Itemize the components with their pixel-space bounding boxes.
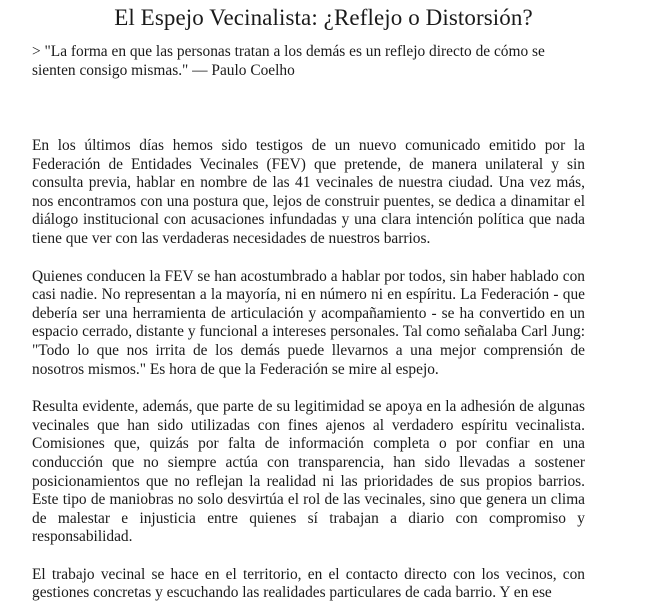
- paragraph-4: El trabajo vecinal se hace en el territorio, en el contacto directo con los vecinos, con gestiones concretas y escuchando las realidades particulares de cada barrio. Y en ese: [32, 565, 585, 602]
- document-page: [32, 0, 585, 603]
- epigraph-quote: > "La forma en que las personas tratan a los demás es un reflejo directo de cómo se sienten consigo mismas." — Paulo Coelho: [32, 43, 545, 79]
- paragraph-1: En los últimos días hemos sido testigos de un nuevo comunicado emitido por la Federación de Entidades Vecinales (FEV) que pretende, de manera unilateral y sin consulta previa, hablar en nombre de las 41 vecinales de nuestra ciudad. Una vez más, nos encontramos con una postura que, lejos de construir puentes, se dedica a dinamitar el diálogo institucional con acusaciones infundadas y una clara intención política que nada tiene que ver con las verdaderas necesidades de nuestros barrios.: [32, 137, 585, 247]
- paragraph-2: Quienes conducen la FEV se han acostumbrado a hablar por todos, sin haber hablado con casi nadie. No representan a la mayoría, ni en número ni en espíritu. La Federación - que debería ser una herramienta de articulación y acompañamiento - se ha convertido en un espacio cerrado, distante y funcional a intereses personales. Tal como señalaba Carl Jung: "Todo lo que nos irrita de los demás puede llevarnos a una mejor comprensión de nosotros mismos." Es hora de que la Federación se mire al espejo.: [32, 267, 585, 378]
- paragraph-3: Resulta evidente, además, que parte de su legitimidad se apoya en la adhesión de algunas vecinales que han sido utilizadas con fines ajenos al verdadero espíritu vecinalista. Comisiones que, quizás por falta de información completa o por confiar en una conducción que no siempre actúa con transparencia, han sido llevadas a sostener posicionamientos que no reflejan la realidad ni las prioridades de sus propios barrios. Este tipo de maniobras no solo desvirtúa el rol de las vecinales, sino que genera un clima de malestar e injusticia entre quienes sí trabajan a diario con compromiso y responsabilidad.: [32, 398, 585, 546]
- article-title: El Espejo Vecinalista: ¿Reflejo o Distorsión?: [114, 5, 533, 30]
- article-body: [32, 137, 585, 603]
